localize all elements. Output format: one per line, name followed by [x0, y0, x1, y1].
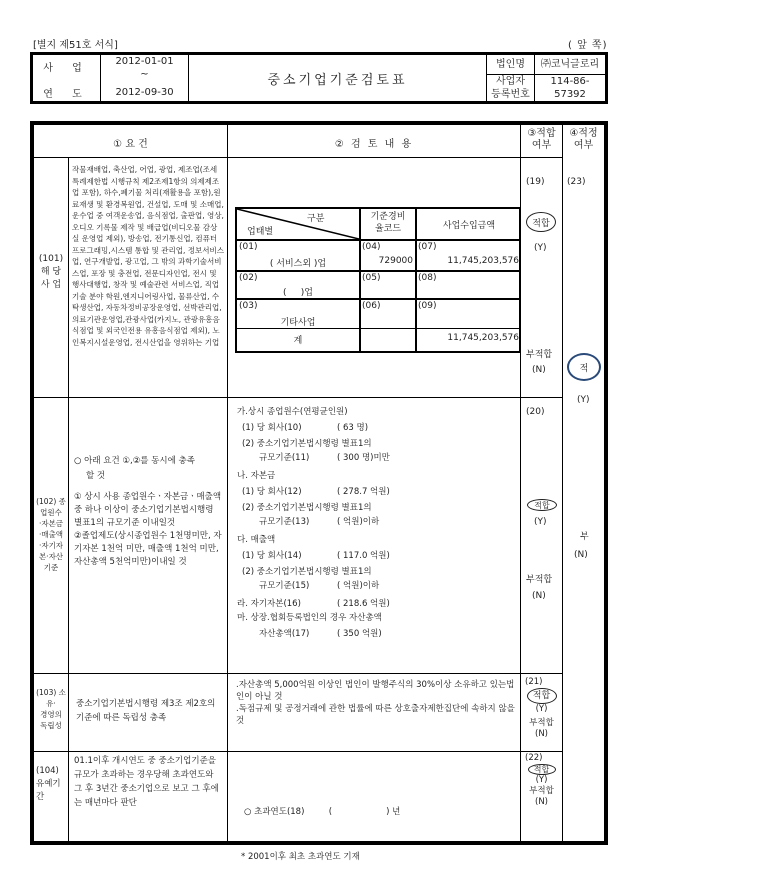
fit-yes-circled: 적합 [526, 212, 556, 232]
form-number: [별지 제51호 서식] [33, 40, 118, 51]
equity-value: ( 218.6 억원) [337, 599, 390, 609]
biz-reg-value: 114-86-57392 [550, 76, 590, 100]
date-start: 2012-01-01 [115, 56, 174, 67]
section-102-review: 가.상시 종업원수(연평균인원) (1) 당 회사(10) ( 63 명) (2) 중소기업기본법시행령 별표1의 규모기준(11) ( 300 명)미만 나. 자본금 (1) 당 회사(12) ( 278.7 억원) (2) 중소기업기본법시행령 별표1의 규모기준(13) ( 억원)이하 다. 매출액 (1) 당 회사(14) ( 117.0 억원) (2) 중소기업기본법시행령 별표1의 규모기준(15) ( 억원)이하 라. 자기자본(16) ( 218.6 억원) 마. 상장.협회등록법인의 경우 자산총액 자산총액(17) ( 350 억원) [237, 407, 390, 639]
divider [562, 125, 563, 845]
fiscal-year-label: 사 업 연 도 [33, 55, 101, 101]
corp-name-label: 법인명 [487, 55, 534, 75]
section-104-label: (104) 유예기 간 [36, 766, 61, 802]
col-header-proper: ④적정 여부 [569, 128, 598, 151]
page-title: 중소기업기준검토표 [189, 55, 487, 101]
section-101-label: (101) 해 당 사 업 [38, 254, 64, 290]
section-101-requirement: 작물재배업, 축산업, 어업, 광업, 제조업(조세특례제한법 시행규칙 제2조제1항의 의제제조업 포함), 하수,폐기물 처리(재활용을 포함),원료재생 및 환경복원업, 건설업, 도매 및 소매업, 운수업 중 여객운송업, 음식점업, 출판업, 영상,오디오 기록물 제작 및 배급업(비디오물 감상실 운영업 제외), 방송업, 전기통신업, 컴퓨터 프로그래밍,시스템 통합 및 관리업, 정보서비스업, 연구개발업, 광고업, 그 밖의 과학기술서비스업, 포장 및 충전업, 전문디자인업, 전시 및 행사대행업, 창작 및 예술관련 서비스업, 직업기술 분야 학원,엔지니어링사업, 물류산업, 수탁생산업, 자동차정비공장운영업, 선박관리업,의료기관운영업,관광사업(카지노, 관광유흥음식점업 및 외국인전용 유흥음식점업 제외), 노인복지시설운영업, 전시산업을 영위하는 기업 [72, 165, 224, 347]
fit-yes-circled: 적합 [527, 688, 557, 704]
section-104-requirement: 01.1이후 개시연도 중 중소기업기준을 규모가 초과하는 경우당해 초과연도와 그 후 3년간 중소기업으로 보고 그 후에는 매년마다 판단 [74, 756, 219, 808]
col-header-review: ② 검 토 내 용 [334, 139, 414, 150]
section-103-label: (103) 소 유· 경영의 독립성 [36, 688, 66, 730]
section-104-review: ○ 초과연도(18) ( ) 년 * 2001이후 최초 초과연도 기재 [241, 807, 401, 862]
divider [227, 125, 228, 845]
review-table: ① 요 건 ② 검 토 내 용 ③적합 여부 ④적정 여부 (101) 해 당 사 업 작물재배업, 축산업, 어업, 광업, 제조업(조세특례제한법 시행규칙 제2조제1항의 의제제조업 포함), 하수,폐기물 처리(재활용을 포함),원료재생 및 환경복원업, 건설업, 도매 및 소매업, 운수업 중 여객운송업, 음식점업, 출판업, 영상,오디오 기록물 제작 및 배급업(비디오물 감상실 운영업 제외), 방송업, 전기통신업, 컴퓨터 프로그래밍,시스템 통합 및 관리업, 정보서비스업, 연구개발업, 광고업, 그 밖의 과학기술서비스업, 포장 및 충전업, 전문디자인업, 전시 및 행사대행업, 창작 및 예술관련 서비스업, 직업기술 분야 학원,엔지니어링사업, 물류산업, 수탁생산업, 자동차정비공장운영업, 선박관리업,의료기관운영업,관광사업(카지노, 관광유흥음식점업 및 외국인전용 유흥음식점업 제외), 노인복지시설운영업, 전시산업을 영위하는 기업 (19) 적합 (Y) 부적합 (N) (23) 적 (Y) (102) 종 업원수 ·자본금 ·매출액 ·자기자 본·자산 기준 ○ 아래 요건 ①,②를 동시에 충족 할 것 ① 상시 사용 종업원수ㆍ자본금ㆍ매출액 중 하나 이상이 중소기업기본법시행령 별표1의 규모기준 이내일것 ②졸업제도(상시종업원수 1천명미만, 자기자본 1천억 미만, 매출액 1천억 미만, 자산총액 5천억미만)이내일 것 가.상시 종업원수(연평균인원) (1) 당 회사(10) ( 63 명) (2) 중소기업기본법시행령 별표1의 규모기준(11) ( 300 명)미만 나. 자본금 (1) 당 회사(12) ( 278.7 억원) (2) 중소기업기본법시행령 별표1의 규모기준(13) ( 억원)이하 다. 매출액 (1) 당 회사(14) ( 117.0 억원) (2) 중소기업기본법시행령 별표1의 규모기준(15) ( 억원)이하 라. 자기자본(16) ( 218.6 억원) 마. 상장.협회등록법인의 경우 자산총액 자산총액(17) ( 350 억원) (20) 적합 (Y) 부적합 (N) 부 (N) (103) 소 유· 경영의 독립성 중소기업기본법시행령 제3조 제2호의 기준에 따른 독립성 충족 .자산총액 5,000억원 이상인 법인이 발행주식의 30%이상 소유하고 있는법인이 아닐 것 .독점규제 및 공정거래에 관한 법률에 따른 상호출자제한집단에 속하지 않을 것 (21) 적합 (Y) 부적합 (N) (104) 유예기 간 01.1이후 개시연도 중 중소기업기준을 규모가 초과하는 경우당해 초과연도와 그 후 3년간 중소기업으로 보고 그 후에는 매년마다 판단 ○ 초과연도(18) ( ) 년 * 2001이후 최초 초과연도 기재 (22) 적합 (Y) 부적합 (N) [30, 121, 608, 845]
divider [34, 673, 563, 674]
divider [68, 157, 69, 845]
col-header-fit: ③적합 여부 [527, 128, 556, 151]
section-102-requirement: ○ 아래 요건 ①,②를 동시에 충족 할 것 ① 상시 사용 종업원수ㆍ자본금ㆍ매출액 중 하나 이상이 중소기업기본법시행령 별표1의 규모기준 이내일것 ②졸업제도(상시종업원수 1천명미만, 자기자본 1천억 미만, 매출액 1천억 미만, 자산총액 5천억미만)이내일 것 [74, 456, 222, 567]
fit-yes-circled: 적합 [527, 499, 557, 511]
employee-count: ( 63 명) [337, 423, 369, 433]
date-end: 2012-09-30 [115, 87, 174, 98]
section-104-fit: (22) 적합 (Y) 부적합 (N) [525, 753, 554, 807]
capital-value: ( 278.7 억원) [337, 487, 390, 497]
section-103-fit: (21) 적합 (Y) 부적합 (N) [521, 677, 562, 740]
divider [34, 157, 563, 158]
fit-yes-circled: 적합 [528, 764, 556, 775]
section-102-label: (102) 종 업원수 ·자본금 ·매출액 ·자기자 본·자산 기준 [36, 497, 66, 572]
expense-code: 729000 [378, 256, 413, 266]
divider [34, 397, 563, 398]
fiscal-period: 2012-01-01 ~ 2012-09-30 [101, 55, 189, 101]
section-103-review: .자산총액 5,000억원 이상인 법인이 발행주식의 30%이상 소유하고 있는법인이 아닐 것 .독점규제 및 공정거래에 관한 법률에 따른 상호출자제한집단에 속하지 않을 것 [236, 680, 515, 726]
revenue-amount: 11,745,203,576 [447, 256, 519, 266]
section-103-requirement: 중소기업기본법시행령 제3조 제2호의 기준에 따른 독립성 충족 [76, 699, 216, 723]
corp-name-value: ㈜코닉글로리 [535, 55, 605, 75]
business-type-table: 구분 업태별 기준경비 율코드 사업수입금액 (01) ( 서비스외 )업 (04) 729000 (07) 11,745,203,576 (02) ( )업 (05) (08) (03) 기타사업 (06) (09) 계 11,745,203,576 [235, 207, 521, 353]
biz-reg-label: 사업자 등록번호 [491, 76, 530, 100]
total-assets-value: ( 350 억원) [337, 629, 382, 639]
total-revenue: 11,745,203,576 [447, 333, 519, 343]
sales-value: ( 117.0 억원) [337, 551, 390, 561]
proper-yes-circled: 적 [567, 353, 601, 381]
page-side-label: ( 앞 쪽) [568, 40, 608, 51]
header-table [30, 52, 608, 104]
divider [34, 751, 563, 752]
col-header-requirement: ① 요 건 [113, 139, 148, 150]
